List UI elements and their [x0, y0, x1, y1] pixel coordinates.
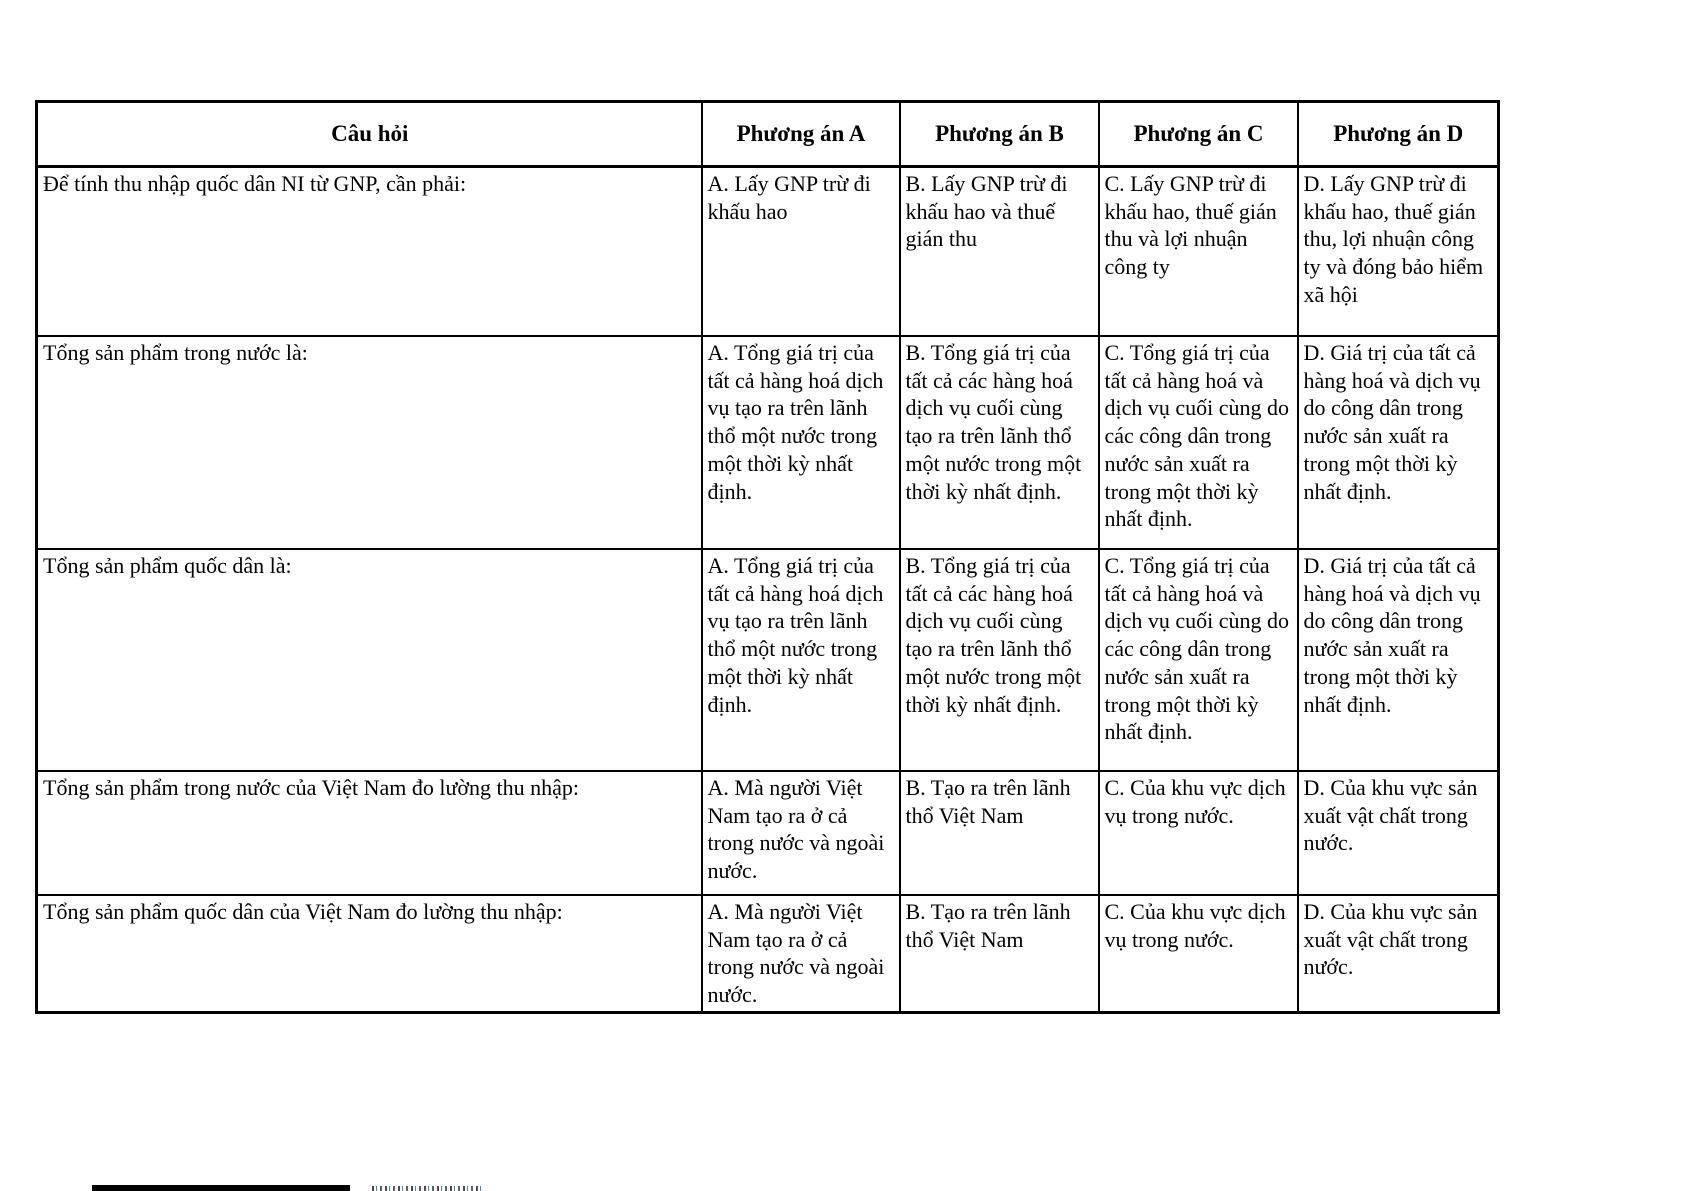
- option-b-cell: B. Tạo ra trên lãnh thổ Việt Nam: [900, 771, 1099, 895]
- header-cell-option-d: Phương án D: [1298, 102, 1499, 167]
- quiz-question-table: [35, 100, 1500, 1014]
- option-d-cell: D. Của khu vực sản xuất vật chất trong nước.: [1298, 895, 1499, 1012]
- table-row: [37, 771, 1499, 895]
- option-c-cell: C. Tổng giá trị của tất cả hàng hoá và dịch vụ cuối cùng do các công dân trong nước sản xuất ra trong một thời kỳ nhất định.: [1099, 549, 1298, 771]
- header-cell-option-c: Phương án C: [1099, 102, 1298, 167]
- option-d-cell: D. Của khu vực sản xuất vật chất trong nước.: [1298, 771, 1499, 895]
- option-a-cell: A. Mà người Việt Nam tạo ra ở cả trong nước và ngoài nước.: [702, 895, 900, 1012]
- header-cell-question: Câu hỏi: [37, 102, 702, 167]
- option-c-cell: C. Của khu vực dịch vụ trong nước.: [1099, 771, 1298, 895]
- table-row: [37, 167, 1499, 337]
- option-b-cell: B. Tạo ra trên lãnh thổ Việt Nam: [900, 895, 1099, 1012]
- header-cell-option-a: Phương án A: [702, 102, 900, 167]
- table-header-row: [37, 102, 1499, 167]
- footer-rule: [92, 1185, 350, 1191]
- option-d-cell: D. Giá trị của tất cả hàng hoá và dịch vụ do công dân trong nước sản xuất ra trong một thời kỳ nhất định.: [1298, 549, 1499, 771]
- header-cell-option-b: Phương án B: [900, 102, 1099, 167]
- table-row: [37, 336, 1499, 549]
- option-a-cell: A. Mà người Việt Nam tạo ra ở cả trong nước và ngoài nước.: [702, 771, 900, 895]
- option-c-cell: C. Của khu vực dịch vụ trong nước.: [1099, 895, 1298, 1012]
- option-a-cell: A. Tổng giá trị của tất cả hàng hoá dịch vụ tạo ra trên lãnh thổ một nước trong một thời kỳ nhất định.: [702, 549, 900, 771]
- option-c-cell: C. Lấy GNP trừ đi khấu hao, thuế gián thu và lợi nhuận công ty: [1099, 167, 1298, 337]
- question-cell: Tổng sản phẩm trong nước là:: [37, 336, 702, 549]
- option-c-cell: C. Tổng giá trị của tất cả hàng hoá và dịch vụ cuối cùng do các công dân trong nước sản xuất ra trong một thời kỳ nhất định.: [1099, 336, 1298, 549]
- option-b-cell: B. Lấy GNP trừ đi khấu hao và thuế gián thu: [900, 167, 1099, 337]
- option-d-cell: D. Lấy GNP trừ đi khấu hao, thuế gián thu, lợi nhuận công ty và đóng bảo hiểm xã hội: [1298, 167, 1499, 337]
- question-cell: Tổng sản phẩm quốc dân là:: [37, 549, 702, 771]
- footer-text-fragment: [372, 1186, 484, 1191]
- option-a-cell: A. Tổng giá trị của tất cả hàng hoá dịch vụ tạo ra trên lãnh thổ một nước trong một thời kỳ nhất định.: [702, 336, 900, 549]
- option-a-cell: A. Lấy GNP trừ đi khấu hao: [702, 167, 900, 337]
- table-row: [37, 549, 1499, 771]
- option-d-cell: D. Giá trị của tất cả hàng hoá và dịch vụ do công dân trong nước sản xuất ra trong một thời kỳ nhất định.: [1298, 336, 1499, 549]
- question-cell: Tổng sản phẩm quốc dân của Việt Nam đo lường thu nhập:: [37, 895, 702, 1012]
- option-b-cell: B. Tổng giá trị của tất cả các hàng hoá dịch vụ cuối cùng tạo ra trên lãnh thổ một nước trong một thời kỳ nhất định.: [900, 549, 1099, 771]
- question-cell: Để tính thu nhập quốc dân NI từ GNP, cần phải:: [37, 167, 702, 337]
- option-b-cell: B. Tổng giá trị của tất cả các hàng hoá dịch vụ cuối cùng tạo ra trên lãnh thổ một nước trong một thời kỳ nhất định.: [900, 336, 1099, 549]
- table-row: [37, 895, 1499, 1012]
- question-cell: Tổng sản phẩm trong nước của Việt Nam đo lường thu nhập:: [37, 771, 702, 895]
